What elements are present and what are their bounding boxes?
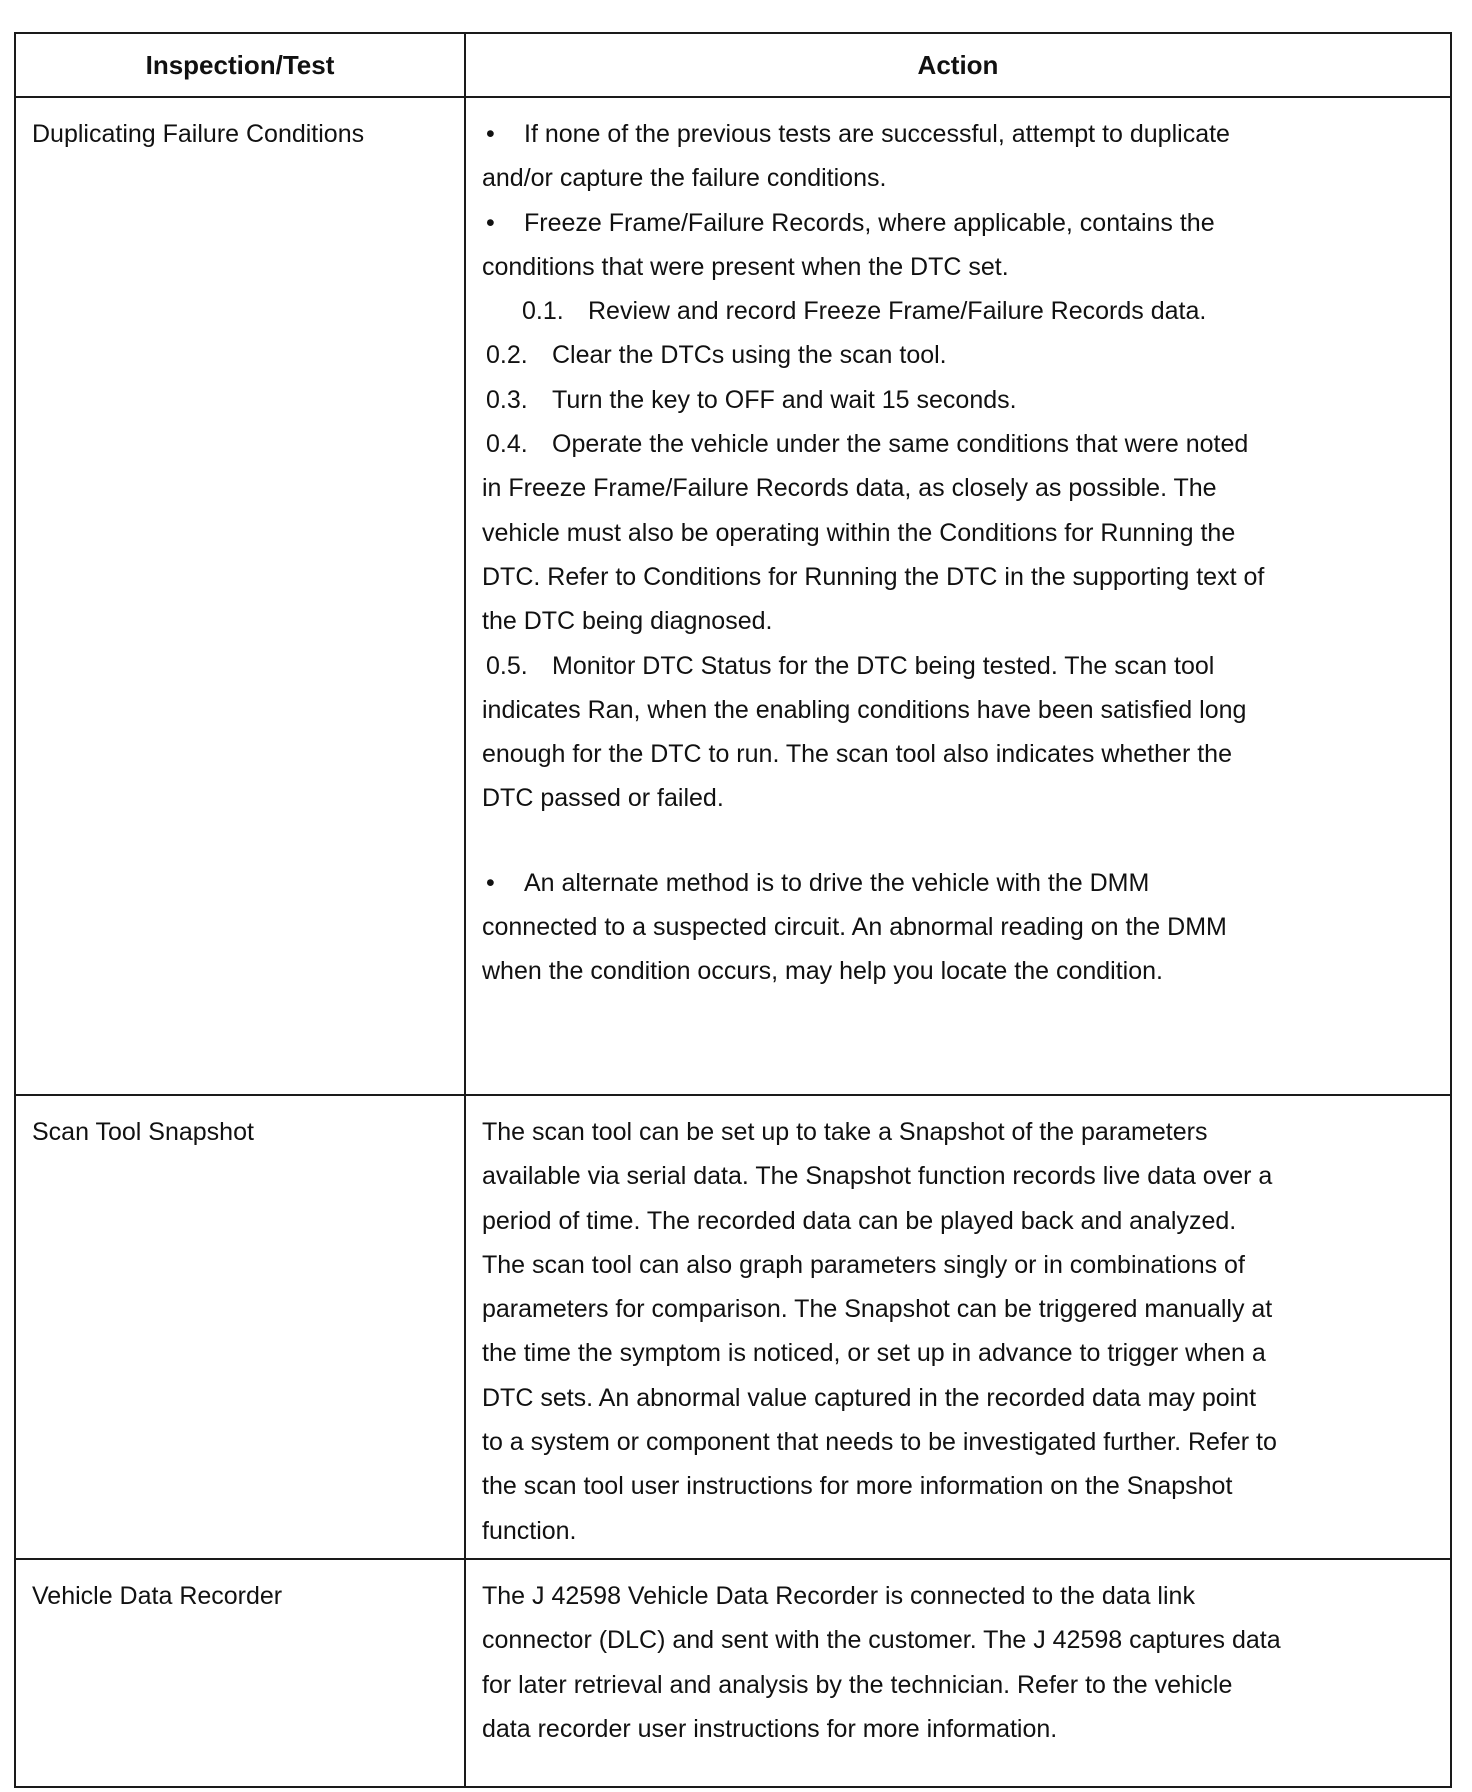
bullet-glyph: • [486, 120, 495, 148]
step-continuation: enough for the DTC to run. The scan tool also indicates whether the [482, 740, 1232, 769]
paragraph-line: The scan tool can be set up to take a Snapshot of the parameters [482, 1118, 1208, 1146]
bullet-text: An alternate method is to drive the vehicle with the DMM [524, 868, 1150, 897]
step-text: Review and record Freeze Frame/Failure Records data. [588, 297, 1207, 326]
action-cell [465, 97, 1451, 1095]
step-continuation: indicates Ran, when the enabling conditions have been satisfied long [482, 695, 1247, 724]
step-number: 0.3. [486, 385, 528, 414]
paragraph-line: for later retrieval and analysis by the technician. Refer to the vehicle [482, 1670, 1233, 1699]
paragraph-line: the time the symptom is noticed, or set up in advance to trigger when a [482, 1339, 1266, 1368]
bullet-continuation: and/or capture the failure conditions. [482, 164, 887, 193]
bullet-glyph: • [486, 868, 495, 897]
step-text: Turn the key to OFF and wait 15 seconds. [552, 385, 1017, 414]
bullet-item [482, 112, 1436, 156]
action-cell [465, 1559, 1451, 1787]
step-number: 0.2. [486, 341, 528, 370]
paragraph-line: available via serial data. The Snapshot function records live data over a [482, 1162, 1273, 1191]
paragraph-line: parameters for comparison. The Snapshot can be triggered manually at [482, 1295, 1273, 1324]
step-text: Clear the DTCs using the scan tool. [552, 341, 947, 370]
step-continuation: DTC passed or failed. [482, 784, 724, 813]
step-continuation: vehicle must also be operating within the Conditions for Running the [482, 518, 1236, 547]
bullet-item [482, 201, 1436, 245]
header-action: Action [465, 33, 1451, 97]
bullet-continuation: connected to a suspected circuit. An abnormal reading on the DMM [482, 913, 1227, 942]
step-number: 0.1. [522, 297, 564, 326]
step-text: Operate the vehicle under the same conditions that were noted [552, 430, 1249, 459]
step-continuation: the DTC being diagnosed. [482, 607, 773, 636]
paragraph-line: function. [482, 1516, 577, 1545]
step-item [482, 644, 1436, 688]
bullet-text: Freeze Frame/Failure Records, where applicable, contains the [524, 208, 1215, 237]
document-page [14, 32, 1450, 1792]
paragraph-line: The J 42598 Vehicle Data Recorder is connected to the data link [482, 1582, 1195, 1610]
step-item [482, 422, 1436, 466]
inspection-label: Vehicle Data Recorder [32, 1582, 283, 1610]
step-item [482, 289, 1436, 333]
step-continuation: DTC. Refer to Conditions for Running the DTC in the supporting text of [482, 562, 1265, 591]
step-number: 0.5. [486, 651, 528, 680]
paragraph-line: the scan tool user instructions for more information on the Snapshot [482, 1472, 1233, 1501]
table-row [15, 1559, 1451, 1787]
inspection-action-table [14, 32, 1452, 1788]
bullet-glyph: • [486, 208, 495, 237]
header-inspection-test: Inspection/Test [15, 33, 465, 97]
inspection-label: Scan Tool Snapshot [32, 1118, 254, 1146]
paragraph-line: data recorder user instructions for more information. [482, 1714, 1058, 1743]
paragraph-line: to a system or component that needs to be investigated further. Refer to [482, 1428, 1277, 1457]
bullet-continuation: conditions that were present when the DTC set. [482, 252, 1009, 281]
table-row [15, 97, 1451, 1095]
inspection-cell [15, 1095, 465, 1559]
inspection-cell [15, 1559, 465, 1787]
paragraph-line: connector (DLC) and sent with the customer. The J 42598 captures data [482, 1626, 1281, 1655]
bullet-item [482, 861, 1436, 905]
step-item [482, 378, 1436, 422]
table-row [15, 1095, 1451, 1559]
paragraph-line: DTC sets. An abnormal value captured in the recorded data may point [482, 1383, 1257, 1412]
paragraph-gap [482, 821, 1436, 861]
paragraph-line: The scan tool can also graph parameters singly or in combinations of [482, 1250, 1245, 1279]
inspection-label: Duplicating Failure Conditions [32, 120, 365, 148]
paragraph-line: period of time. The recorded data can be played back and analyzed. [482, 1206, 1237, 1235]
step-text: Monitor DTC Status for the DTC being tested. The scan tool [552, 651, 1215, 680]
step-number: 0.4. [486, 430, 528, 459]
action-cell [465, 1095, 1451, 1559]
bullet-text: If none of the previous tests are successful, attempt to duplicate [524, 120, 1230, 148]
bullet-continuation: when the condition occurs, may help you locate the condition. [482, 957, 1163, 986]
inspection-cell [15, 97, 465, 1095]
table-header-row [15, 33, 1451, 97]
step-continuation: in Freeze Frame/Failure Records data, as closely as possible. The [482, 474, 1217, 503]
step-item [482, 333, 1436, 377]
